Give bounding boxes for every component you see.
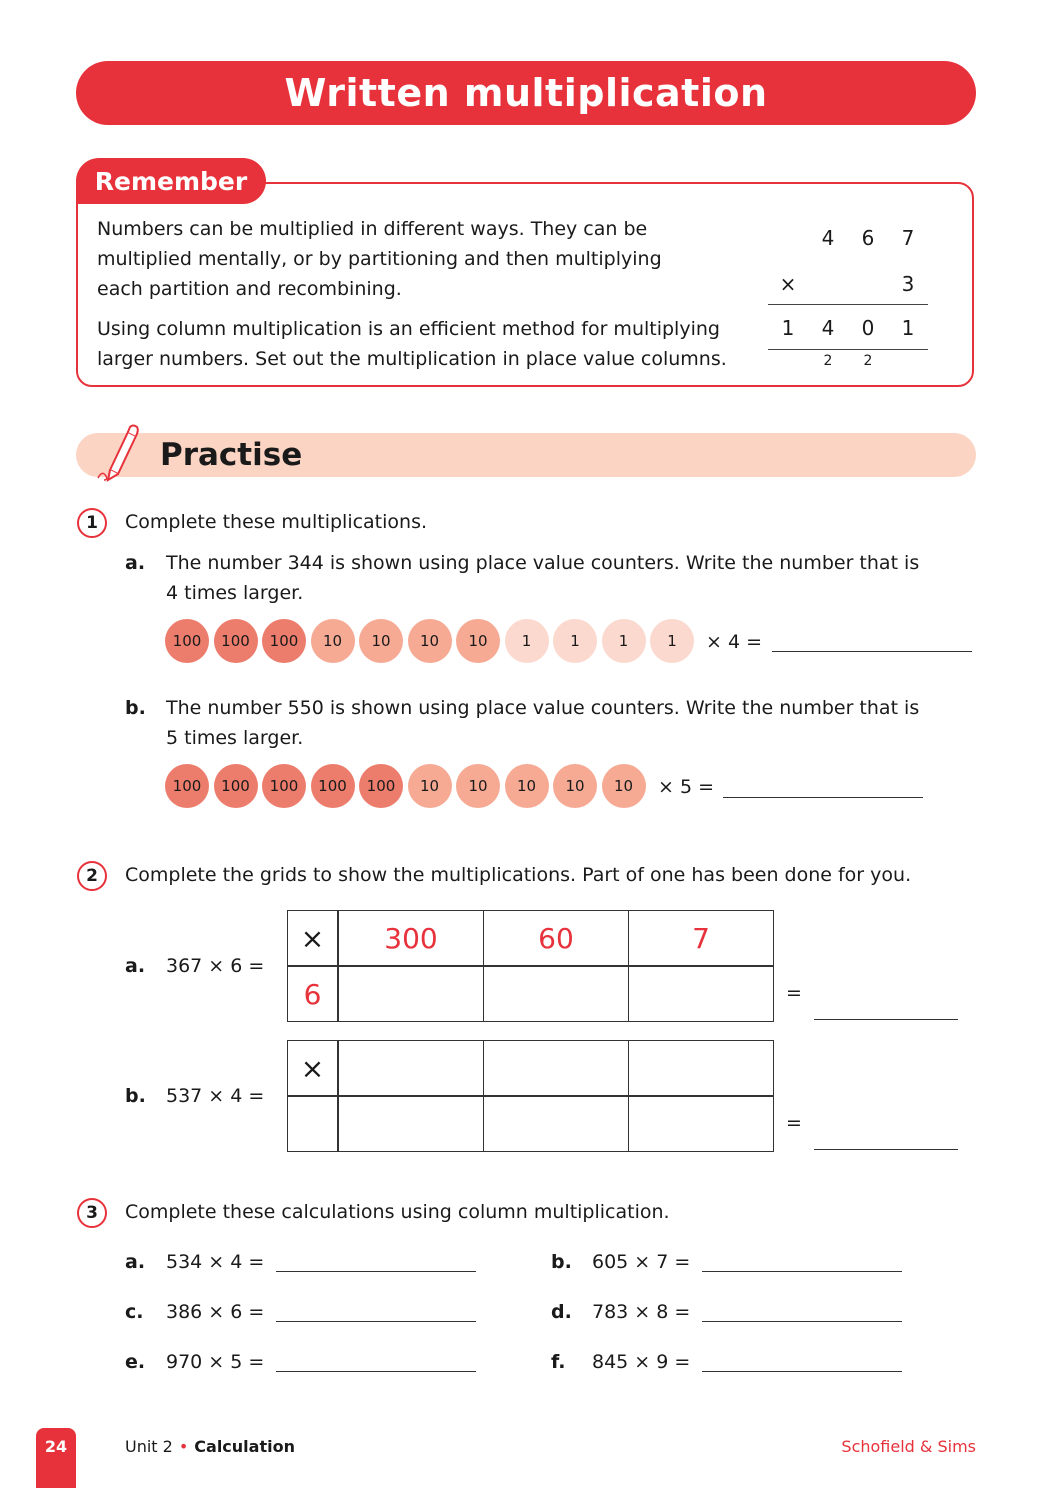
calculation: 783 × 8 = <box>592 1301 691 1323</box>
answer-line[interactable] <box>702 1371 902 1372</box>
grid-cell[interactable] <box>484 966 629 1022</box>
calculation: 970 × 5 = <box>166 1351 265 1373</box>
sub-label: a. <box>125 1251 146 1273</box>
remember-paragraph-2: Using column multiplication is an efficient method for multiplying larger numbers. Set out the multiplication in place value columns. <box>97 318 727 370</box>
counter-1: 1 <box>505 619 549 663</box>
counter-1: 1 <box>553 619 597 663</box>
answer-line[interactable] <box>814 1149 958 1150</box>
grid-header[interactable]: 60 <box>484 911 629 967</box>
divider <box>768 304 928 305</box>
page-number: 24 <box>36 1428 76 1488</box>
counter-100: 100 <box>359 764 403 808</box>
grid-corner: × <box>288 911 339 967</box>
grid-cell[interactable] <box>629 966 774 1022</box>
grid-header[interactable] <box>484 1041 629 1097</box>
question-text: The number 344 is shown using place value counters. Write the number that is 4 times larger. <box>166 552 920 604</box>
answer-line[interactable] <box>723 797 923 798</box>
question-number: 2 <box>77 861 107 891</box>
carry-digit: 2 <box>863 353 873 369</box>
calculation: 845 × 9 = <box>592 1351 691 1373</box>
counters-row <box>165 764 646 808</box>
counter-10: 10 <box>505 764 549 808</box>
equals-sign: = <box>786 1112 802 1134</box>
grid-header[interactable]: 300 <box>338 911 484 967</box>
question-number: 1 <box>77 508 107 538</box>
answer-line[interactable] <box>814 1019 958 1020</box>
question-prompt: Complete these calculations using column multiplication. <box>125 1201 670 1223</box>
calculation: 534 × 4 = <box>166 1251 265 1273</box>
grid-cell[interactable] <box>338 966 484 1022</box>
answer-line[interactable] <box>702 1321 902 1322</box>
grid-cell[interactable] <box>338 1096 484 1152</box>
multiplication-grid <box>287 910 774 1022</box>
grid-corner: × <box>288 1041 339 1097</box>
counter-10: 10 <box>553 764 597 808</box>
operation: × 5 = <box>658 776 715 798</box>
question-number: 3 <box>77 1198 107 1228</box>
calculation: 386 × 6 = <box>166 1301 265 1323</box>
counter-100: 100 <box>165 619 209 663</box>
counter-100: 100 <box>311 764 355 808</box>
counter-10: 10 <box>359 619 403 663</box>
grid-header[interactable]: 7 <box>629 911 774 967</box>
publisher: Schofield & Sims <box>841 1437 976 1456</box>
counter-100: 100 <box>214 619 258 663</box>
practise-heading: Practise <box>160 437 303 473</box>
grid-expression: 537 × 4 = <box>166 1085 265 1107</box>
sub-label: a. <box>125 955 146 977</box>
counter-10: 10 <box>602 764 646 808</box>
counter-10: 10 <box>456 619 500 663</box>
operation: × 4 = <box>706 631 763 653</box>
times-sign: × <box>779 272 797 296</box>
divider <box>768 349 928 350</box>
counter-100: 100 <box>214 764 258 808</box>
counter-1: 1 <box>602 619 646 663</box>
multiplication-grid <box>287 1040 774 1152</box>
counter-100: 100 <box>165 764 209 808</box>
sub-label: c. <box>125 1301 144 1323</box>
digit: 7 <box>901 226 915 250</box>
answer-line[interactable] <box>276 1371 476 1372</box>
counter-10: 10 <box>408 619 452 663</box>
grid-expression: 367 × 6 = <box>166 955 265 977</box>
sub-label: b. <box>125 697 146 719</box>
column-multiplication-example <box>768 222 928 382</box>
grid-header[interactable] <box>338 1041 484 1097</box>
footer-bullet: • <box>178 1437 189 1456</box>
grid-cell[interactable] <box>484 1096 629 1152</box>
answer-line[interactable] <box>772 651 972 652</box>
digit: 1 <box>901 316 915 340</box>
digit: 1 <box>781 316 795 340</box>
carry-digit: 2 <box>823 353 833 369</box>
footer-topic: Calculation <box>194 1437 295 1456</box>
digit: 4 <box>821 226 835 250</box>
counter-10: 10 <box>456 764 500 808</box>
grid-row-header[interactable]: 6 <box>288 966 339 1022</box>
digit: 4 <box>821 316 835 340</box>
counter-10: 10 <box>311 619 355 663</box>
remember-tab: Remember <box>76 158 266 204</box>
question-prompt: Complete these multiplications. <box>125 511 428 533</box>
digit: 6 <box>861 226 875 250</box>
counter-1: 1 <box>650 619 694 663</box>
digit: 0 <box>861 316 875 340</box>
counter-100: 100 <box>262 764 306 808</box>
footer-unit <box>125 1437 295 1456</box>
remember-paragraph-1: Numbers can be multiplied in different ways. They can be multiplied mentally, or by partitioning and then multiplying each partition and recombining. <box>97 218 662 300</box>
sub-label: b. <box>125 1085 146 1107</box>
answer-line[interactable] <box>276 1321 476 1322</box>
answer-line[interactable] <box>702 1271 902 1272</box>
grid-row-header[interactable] <box>288 1096 339 1152</box>
sub-label: d. <box>551 1301 572 1323</box>
counter-10: 10 <box>408 764 452 808</box>
counters-row <box>165 619 694 663</box>
counter-100: 100 <box>262 619 306 663</box>
calculation: 605 × 7 = <box>592 1251 691 1273</box>
grid-header[interactable] <box>629 1041 774 1097</box>
equals-sign: = <box>786 982 802 1004</box>
answer-line[interactable] <box>276 1271 476 1272</box>
pencil-icon <box>90 420 140 484</box>
question-text: The number 550 is shown using place value counters. Write the number that is 5 times larger. <box>166 697 920 749</box>
sub-label: f. <box>551 1351 566 1373</box>
page-title: Written multiplication <box>76 61 976 125</box>
sub-label: a. <box>125 552 146 574</box>
question-prompt: Complete the grids to show the multiplications. Part of one has been done for you. <box>125 864 912 886</box>
grid-cell[interactable] <box>629 1096 774 1152</box>
sub-label: e. <box>125 1351 146 1373</box>
digit: 3 <box>901 272 915 296</box>
sub-label: b. <box>551 1251 572 1273</box>
footer-unit-label: Unit 2 <box>125 1437 173 1456</box>
